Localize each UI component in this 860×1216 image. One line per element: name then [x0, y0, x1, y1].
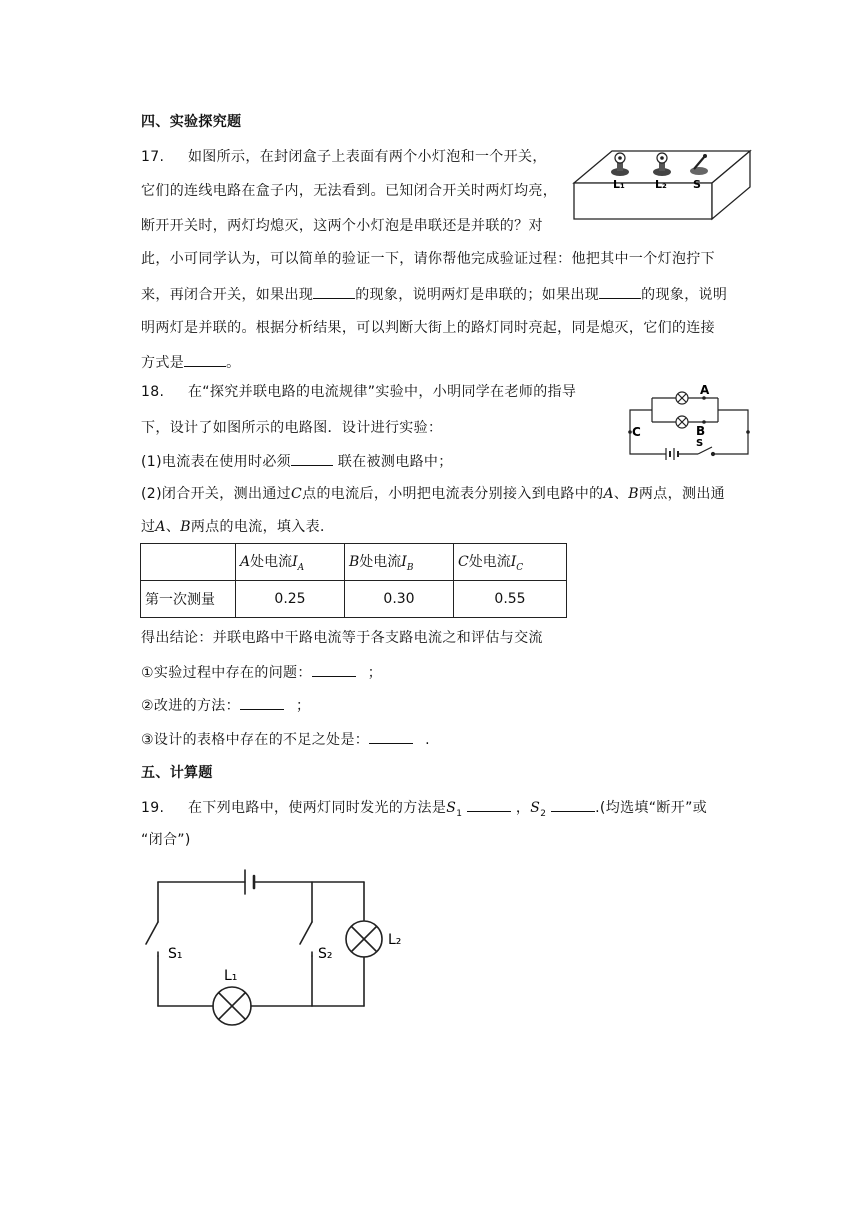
variable-b: B: [628, 486, 639, 502]
q17-line-4: 此，小可同学认为，可以简单的验证一下，请你帮他完成验证过程：他把其中一个灯泡拧下: [141, 251, 715, 267]
variable-s1: S: [446, 800, 457, 816]
question-number: 18.: [141, 384, 165, 400]
answer-blank[interactable]: [551, 797, 595, 812]
q18-item-1: [141, 662, 382, 683]
answer-blank[interactable]: [313, 284, 355, 299]
question-number: 19.: [141, 800, 165, 816]
q17-text: 来，再闭合开关，如果出现: [141, 287, 314, 303]
answer-blank[interactable]: [312, 662, 356, 677]
table-value: 0.30: [345, 581, 454, 618]
q18-text: 在“探究并联电路的电流规律”实验中，小明同学在老师的指导: [187, 384, 577, 400]
table-value: 0.55: [454, 581, 567, 618]
answer-blank[interactable]: [599, 284, 641, 299]
q18-text: ；: [296, 698, 311, 714]
header-symbol: I: [292, 554, 298, 571]
header-text: 处电流: [468, 554, 511, 571]
row-label: 第一次测量: [141, 581, 236, 618]
q19-line-2: “闭合”): [141, 832, 191, 848]
q17-line-7: [141, 352, 240, 373]
figure-label-b: B: [696, 424, 706, 438]
q18-text: (2)闭合开关，测出通过: [141, 486, 292, 502]
q18-line-5: [141, 517, 334, 537]
q18-text: 点的电流后，小明把电流表分别接入到电路中的: [302, 486, 604, 502]
circuit-wire: [714, 410, 748, 454]
lamp-icon: [676, 392, 688, 404]
lamp-l2-icon: [346, 921, 382, 957]
q18-line-3: [141, 451, 453, 472]
q18-line-2: 下，设计了如图所示的电路图．设计进行实验：: [141, 420, 443, 436]
header-text: 处电流: [250, 554, 293, 571]
q18-item-2: [141, 695, 310, 716]
figure-label-s2: S₂: [318, 946, 333, 962]
box-front-face: [574, 183, 712, 219]
switch-s2-icon: [300, 922, 312, 956]
q17-text: 的现象，说明两灯是串联的；如果出现: [355, 287, 600, 303]
figure-label-l1: L₁: [224, 968, 238, 984]
q19-line-1: [141, 797, 707, 824]
q18-text: 过: [141, 519, 156, 535]
q19-circuit-figure: [140, 860, 420, 1030]
separator: 、: [613, 486, 629, 502]
subscript: 1: [456, 808, 463, 819]
figure-label-l1: L₁: [613, 178, 625, 191]
q17-text: 。: [226, 355, 241, 371]
q18-text: 两点，测出通: [638, 486, 726, 502]
header-var: A: [240, 554, 251, 571]
table-header-row: [141, 544, 567, 581]
q18-text: 联在被测电路中；: [333, 454, 453, 470]
q18-text: .: [425, 732, 430, 748]
table-cell: [141, 544, 236, 581]
header-text: 处电流: [359, 554, 402, 571]
q17-text: 如图所示，在封闭盒子上表面有两个小灯泡和一个开关，: [187, 149, 547, 165]
q17-text: 的现象，说明: [641, 287, 728, 303]
q18-circuit-figure: [622, 380, 754, 466]
subscript: 2: [540, 808, 547, 819]
q18-line-1: [141, 382, 576, 402]
header-symbol: I: [510, 554, 517, 571]
q17-line-3: 断开开关时，两灯均熄灭，这两个小灯泡是串联还是并联的？对: [141, 218, 543, 234]
figure-label-a: A: [700, 383, 710, 397]
figure-label-l2: L₂: [655, 178, 667, 191]
table-row: [141, 581, 567, 618]
q18-text: (1)电流表在使用时必须: [141, 454, 292, 470]
figure-label-s: S: [693, 178, 701, 191]
q17-line-6: 明两灯是并联的。根据分析结果，可以判断大街上的路灯同时亮起，同是熄灭，它们的连接: [141, 320, 715, 336]
table-header-cell: [345, 544, 454, 581]
figure-label-c: C: [632, 425, 641, 439]
separator: ，: [515, 800, 531, 816]
q18-text: ③设计的表格中存在的不足之处是：: [141, 732, 370, 748]
q18-text: ；: [367, 665, 383, 681]
answer-blank[interactable]: [369, 729, 413, 744]
table-value: 0.25: [236, 581, 345, 618]
answer-blank[interactable]: [291, 451, 333, 466]
variable-s2: S: [530, 800, 541, 816]
switch-s1-icon: [146, 922, 158, 956]
separator: 、: [165, 519, 181, 535]
header-var: C: [458, 554, 469, 571]
variable-a: A: [155, 519, 166, 535]
figure-label-s1: S₁: [168, 946, 183, 962]
battery-icon: [662, 448, 698, 460]
answer-blank[interactable]: [467, 797, 511, 812]
variable-a: A: [603, 486, 614, 502]
header-symbol: I: [401, 554, 407, 571]
header-subscript: B: [406, 562, 414, 573]
q18-conclusion: 得出结论：并联电路中干路电流等于各支路电流之和评估与交流: [141, 630, 543, 646]
table-header-cell: [236, 544, 345, 581]
q18-text: ①实验过程中存在的问题：: [141, 665, 312, 681]
q17-line-5: [141, 284, 727, 305]
figure-label-l2: L₂: [388, 932, 402, 948]
answer-blank[interactable]: [184, 352, 226, 367]
lamp-l1-icon: [213, 987, 251, 1025]
lamp-icon: [676, 416, 688, 428]
question-number: 17.: [141, 149, 165, 165]
figure-label-s: S: [696, 438, 704, 449]
q17-box-figure: [572, 143, 752, 223]
q18-text: 两点的电流，填入表．: [190, 519, 335, 535]
q18-item-3: [141, 729, 430, 750]
q19-text: .(均选填“断开”或: [595, 800, 708, 816]
table-header-cell: [454, 544, 567, 581]
q18-text: ②改进的方法：: [141, 698, 241, 714]
battery-icon: [245, 870, 254, 894]
q17-line-1: [141, 147, 547, 167]
header-subscript: A: [297, 562, 305, 573]
q17-line-2: 它们的连线电路在盒子内，无法看到。已知闭合开关时两灯均亮，: [141, 183, 558, 199]
q17-text: 方式是: [141, 355, 185, 371]
current-table: [140, 543, 567, 618]
header-subscript: C: [516, 562, 524, 573]
answer-blank[interactable]: [240, 695, 284, 710]
header-var: B: [349, 554, 360, 571]
q18-line-4: [141, 484, 725, 504]
section-title: 五、计算题: [141, 765, 213, 781]
variable-b: B: [180, 519, 191, 535]
section-title: 四、实验探究题: [141, 114, 242, 130]
variable-c: C: [291, 486, 303, 502]
q19-text: 在下列电路中，使两灯同时发光的方法是: [187, 800, 447, 816]
